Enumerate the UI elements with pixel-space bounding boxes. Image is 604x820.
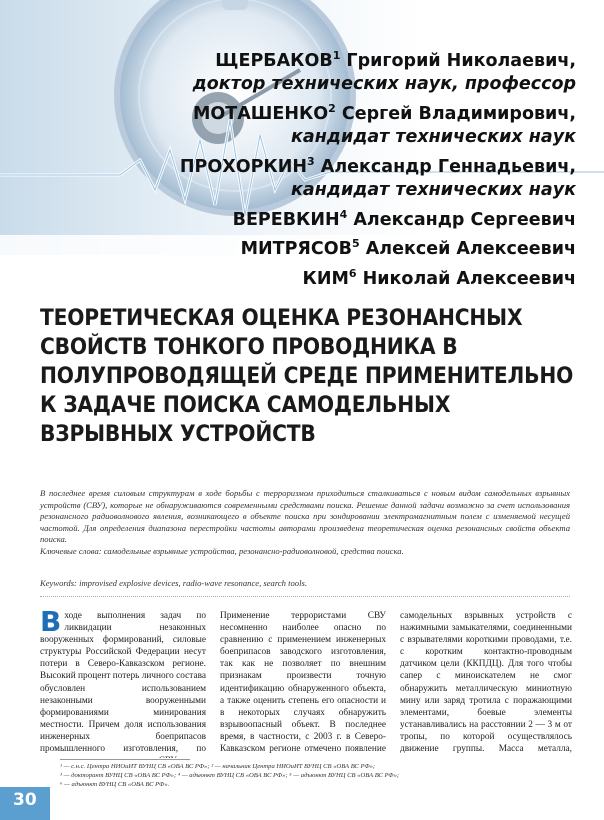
title-line: ВЗРЫВНЫХ УСТРОЙСТВ (40, 422, 316, 447)
column-text: Применение террористами СВУ несомненно наиболее опасно по сравнению с применением инженерных боеприпасов заводского изготовления, так как не позволяет по внешним признакам произвести точную идентификацию обнаруженного объекта, а также оценить степень его опасности и в некоторых случаях обнаружить взрывоопасный объект. В последнее время, в частности, с 2003 г. в Северо-Кавказском регионе отмечено появление (220, 611, 386, 755)
author-line: МОТАШЕНКО$^2$ Сергей Владимирович, (192, 102, 576, 124)
title-line: К ЗАДАЧЕ ПОИСКА САМОДЕЛЬНЫХ (40, 393, 451, 418)
drop-cap: В (40, 610, 62, 638)
divider (40, 596, 570, 597)
author-line: КИМ$^6$ Николай Алексеевич (302, 266, 576, 289)
abstract-text: В последнее время силовым структурам в ходе борьбы с терроризмом приходиться сталкиваться с новым видом самодельных взрывных устройств (СВУ), которые не обнаруживаются современными средствами поиска. Решение данной задачи возможно за счет использования резонансного радиоволнового явления, возникающего в объекте поиска при зондировании электромагнитным полем с изменяемой несущей частотой. Для определения диапазона перестройки частоты авторами произведена теоретическая оценка резонансных свойств объекта поиска. (40, 488, 570, 545)
author-line: МИТРЯСОВ$^5$ Алексей Алексеевич (240, 237, 576, 260)
keywords-en: Keywords: improvised explosive devices, radio-wave resonance, search tools. (40, 578, 307, 588)
body-column-3 (400, 610, 572, 758)
keywords-ru: Ключевые слова: самодельные взрывные устройства, резонансно-радиоволновой, средства поиска. (40, 545, 404, 556)
column-text: самодельных взрывных устройств с нажимными замыкателями, соединенными с взрывателями короткими проводами, т.е. с коротким контактно-проводным датчиком цели (ККПДЦ). Для того чтобы сапер с миноискателем не смог обнаружить металлическую миниотную мину или заряд тротила с поражающими элементами, боевые элементы устанавливались на расстоянии 2 — 3 м от тропы, по которой осуществлялось движение группы. Масса металла, (400, 611, 572, 755)
author-degree: кандидат технических наук (291, 127, 576, 148)
footnote-line: ¹ — с.н.с. Центра НИОиИТ ВУНЦ СВ «ОВА ВС РФ»; ² — начальник Центра НИОиИТ ВУНЦ СВ «ОВА ВС РФ»; (60, 763, 376, 770)
author-degree: доктор технических наук, профессор (192, 74, 576, 95)
article-title (40, 304, 574, 449)
footnote-divider (60, 759, 190, 760)
footnote-line: ³ — докторант ВУНЦ СВ «ОВА ВС РФ»; ⁴ — адъюнкт ВУНЦ СВ «ОВА ВС РФ»; ⁵ — адъюнкт ВУНЦ СВ «ОВА ВС РФ»; (60, 772, 400, 779)
author-line: ЩЕРБАКОВ$^1$ Григорий Николаевич, (215, 49, 576, 71)
title-line: ПОЛУПРОВОДЯЩЕЙ СРЕДЕ ПРИМЕНИТЕЛЬНО (40, 364, 574, 389)
author-degree: кандидат технических наук (291, 180, 576, 201)
abstract (40, 488, 570, 558)
column-text: ходе выполнения задач по ликвидации незаконных вооруженных формирований, силовые структуры Российской Федерации несут потери в Северо-Кавказском регионе. Высокий процент потерь личного состава обусловлен использованием незаконными вооруженными формированиями минирования местности. Причем доля использования инженерных боеприпасов промышленного изготовления, по (40, 611, 206, 755)
title-line: СВОЙСТВ ТОНКОГО ПРОВОДНИКА В (40, 335, 458, 360)
author-line: ВЕРЕВКИН$^4$ Александр Сергеевич (232, 208, 576, 230)
page-number: 30 (13, 790, 37, 810)
footnotes (60, 762, 580, 789)
body-column-1 (40, 610, 206, 758)
body-column-2 (220, 610, 386, 758)
author-list (156, 44, 576, 291)
author-line: ПРОХОРКИН$^3$ Александр Геннадьевич, (179, 155, 576, 177)
footnote-line: ⁶ — адъюнкт ВУНЦ СВ «ОВА ВС РФ». (60, 781, 170, 788)
title-line: ТЕОРЕТИЧЕСКАЯ ОЦЕНКА РЕЗОНАНСНЫХ (40, 306, 523, 331)
